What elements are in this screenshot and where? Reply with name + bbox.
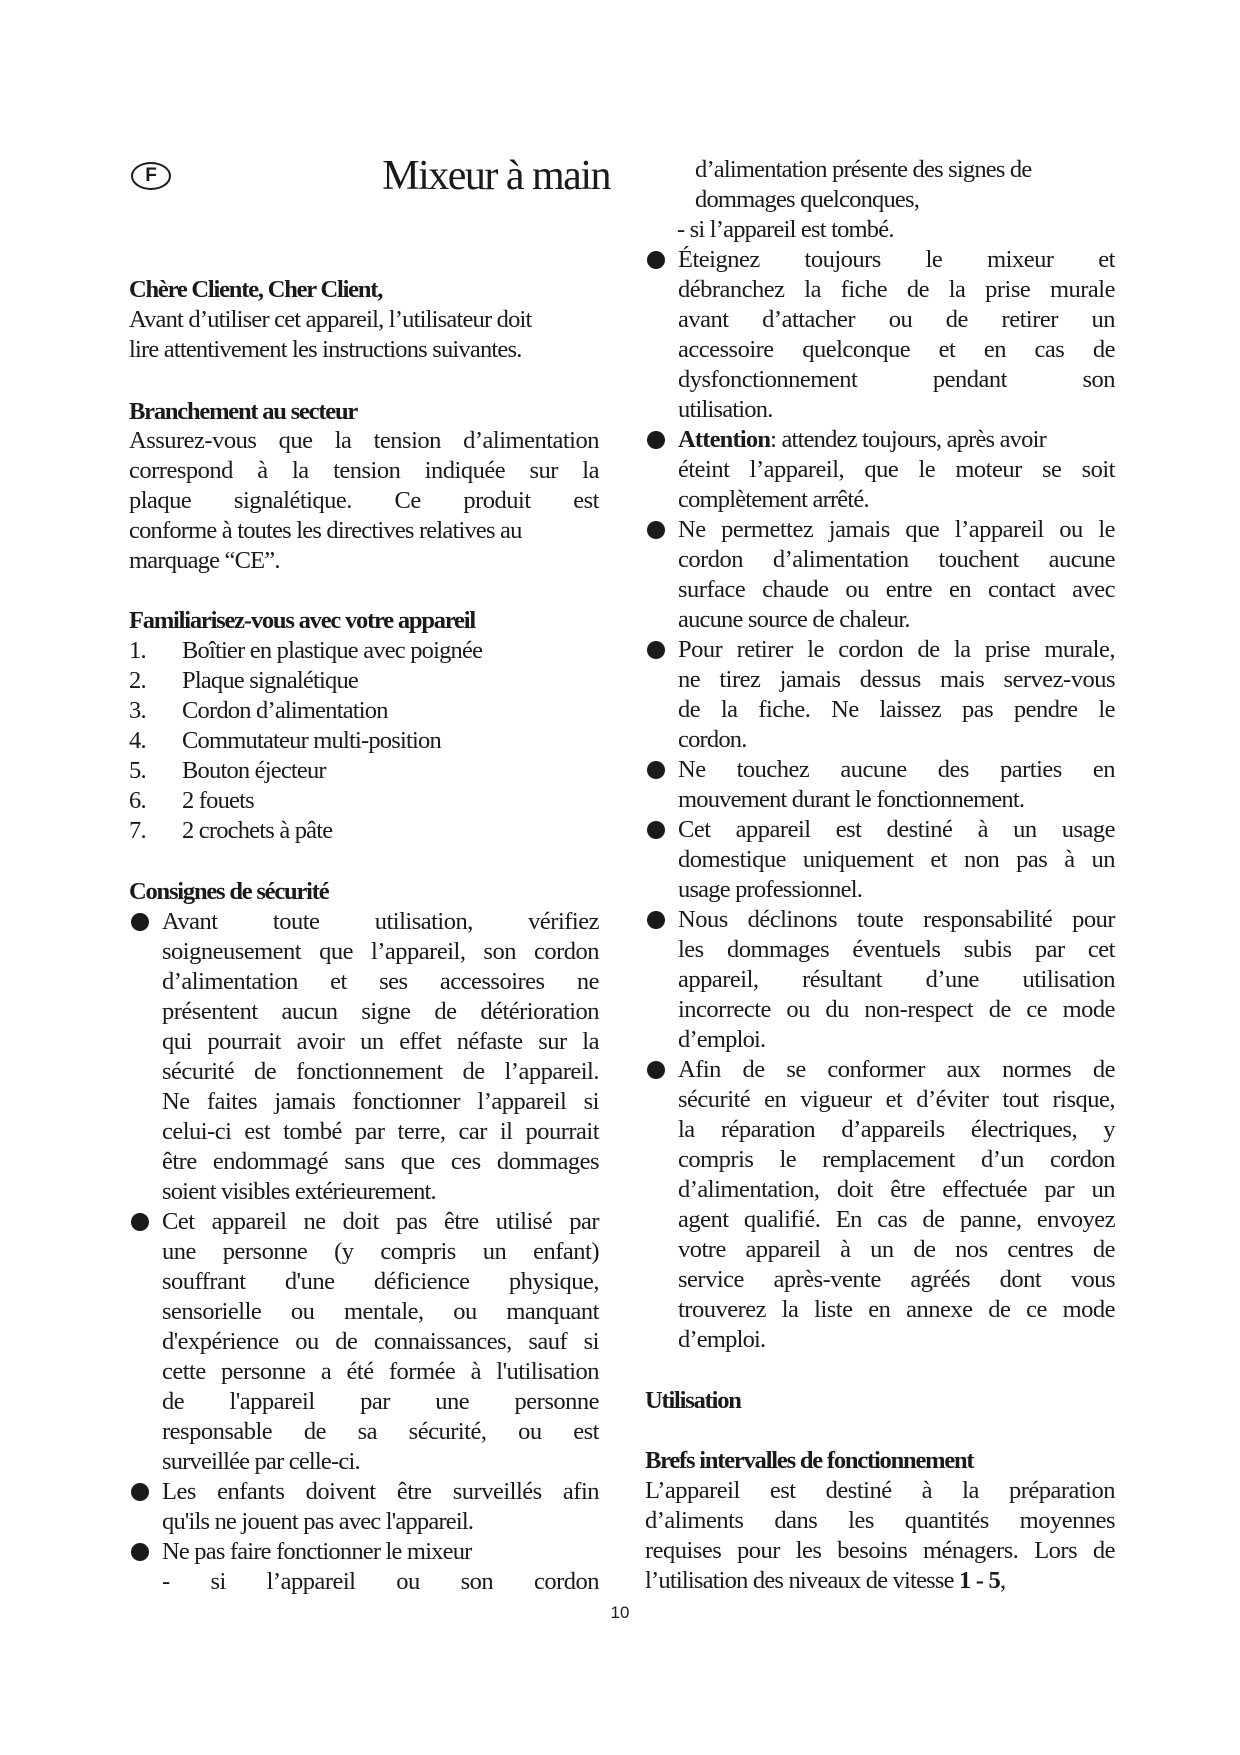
continued-line: dommages quelconques, (695, 186, 920, 213)
safety-text-line: d’emploi. (678, 1026, 766, 1053)
safety-text-line: d’emploi. (678, 1326, 766, 1353)
short-intervals-heading: Brefs intervalles de fonctionnement (645, 1447, 974, 1474)
safety-text-line: service après-vente agréés dont vous (678, 1266, 1115, 1293)
safety-text-line: Les enfants doivent être surveillés afin (162, 1478, 599, 1505)
safety-text-line: Nous déclinons toute responsabilité pour (678, 906, 1115, 933)
safety-text-line: utilisation. (678, 396, 773, 423)
safety-text-line: Ne permettez jamais que l’appareil ou le (678, 516, 1115, 543)
mains-text-line: conforme à toutes les directives relatives au (129, 517, 522, 544)
bullet-icon (647, 911, 665, 929)
safety-text-line: une personne (y compris un enfant) (162, 1238, 599, 1265)
mains-heading: Branchement au secteur (129, 398, 358, 425)
safety-text-line: débranchez la fiche de la prise murale (678, 276, 1115, 303)
safety-text-line: sécurité en vigueur et d’éviter tout risque, (678, 1086, 1115, 1113)
safety-text-line: votre appareil à un de nos centres de (678, 1236, 1115, 1263)
safety-text-line: Ne faites jamais fonctionner l’appareil si (162, 1088, 599, 1115)
body-line: L’appareil est destiné à la préparation (645, 1477, 1115, 1504)
safety-text-line: ne tirez jamais dessus mais servez-vous (678, 666, 1115, 693)
safety-text-line: les dommages éventuels subis par cet (678, 936, 1115, 963)
safety-text-line: cordon. (678, 726, 747, 753)
safety-text-line: - si l’appareil ou son cordon (162, 1568, 599, 1595)
safety-text-line: Ne pas faire fonctionner le mixeur (162, 1538, 472, 1565)
intro-line: Avant d’utiliser cet appareil, l’utilisateur doit (129, 306, 532, 333)
safety-heading: Consignes de sécurité (129, 878, 329, 905)
safety-text-line: sensorielle ou mentale, ou manquant (162, 1298, 599, 1325)
bullet-icon (647, 821, 665, 839)
safety-text-line: sécurité de fonctionnement de l’appareil. (162, 1058, 599, 1085)
safety-text-line: cordon d’alimentation touchent aucune (678, 546, 1115, 573)
safety-text-line: surface chaude ou entre en contact avec (678, 576, 1115, 603)
safety-text-line: Cet appareil ne doit pas être utilisé par (162, 1208, 599, 1235)
bullet-icon (131, 1483, 149, 1501)
mains-text-line: plaque signalétique. Ce produit est (129, 487, 599, 514)
safety-text-line: Ne touchez aucune des parties en (678, 756, 1115, 783)
mains-text-line: correspond à la tension indiquée sur la (129, 457, 599, 484)
safety-text-line: trouverez la liste en annexe de ce mode (678, 1296, 1115, 1323)
continued-line: - si l’appareil est tombé. (677, 216, 894, 243)
safety-text-line: appareil, résultant d’une utilisation (678, 966, 1115, 993)
safety-text-line: souffrant d'une déficience physique, (162, 1268, 599, 1295)
bullet-icon (131, 1543, 149, 1561)
safety-text-line: mouvement durant le fonctionnement. (678, 786, 1025, 813)
safety-text-line: être endommagé sans que ces dommages (162, 1148, 599, 1175)
safety-text-line: d’alimentation et ses accessoires ne (162, 968, 599, 995)
safety-text-line: surveillée par celle-ci. (162, 1448, 360, 1475)
bullet-icon (647, 431, 665, 449)
bullet-icon (131, 1213, 149, 1231)
safety-text-line: soient visibles extérieurement. (162, 1178, 436, 1205)
safety-text-line: Afin de se conformer aux normes de (678, 1056, 1115, 1083)
safety-text-line: présentent aucun signe de détérioration (162, 998, 599, 1025)
language-badge: F (131, 162, 171, 190)
safety-text-line: éteint l’appareil, que le moteur se soit (678, 456, 1115, 483)
intro-line: lire attentivement les instructions suivantes. (129, 336, 522, 363)
safety-text-line: Pour retirer le cordon de la prise murale, (678, 636, 1115, 663)
bullet-icon (647, 521, 665, 539)
body-line: requises pour les besoins ménagers. Lors de (645, 1537, 1115, 1564)
greeting: Chère Cliente, Cher Client, (129, 276, 383, 303)
safety-text-line: Avant toute utilisation, vérifiez (162, 908, 599, 935)
safety-text-line: Éteignez toujours le mixeur et (678, 246, 1115, 273)
safety-text-line: domestique uniquement et non pas à un (678, 846, 1115, 873)
body-line: d’aliments dans les quantités moyennes (645, 1507, 1115, 1534)
mains-text-line: marquage “CE”. (129, 547, 280, 574)
safety-text-line: qu'ils ne jouent pas avec l'appareil. (162, 1508, 474, 1535)
body-line: l’utilisation des niveaux de vitesse 1 - 5, (645, 1567, 1006, 1594)
continued-line: d’alimentation présente des signes de (695, 156, 1032, 183)
safety-text-line: celui-ci est tombé par terre, car il pourrait (162, 1118, 599, 1145)
safety-text-line: soigneusement que l’appareil, son cordon (162, 938, 599, 965)
bullet-icon (647, 761, 665, 779)
safety-text-line: d'expérience ou de connaissances, sauf si (162, 1328, 599, 1355)
safety-text-line: responsable de sa sécurité, ou est (162, 1418, 599, 1445)
safety-text-line: incorrecte ou du non-respect de ce mode (678, 996, 1115, 1023)
use-heading: Utilisation (645, 1387, 741, 1414)
safety-text-line: de l'appareil par une personne (162, 1388, 599, 1415)
safety-text-line: la réparation d’appareils électriques, y (678, 1116, 1115, 1143)
safety-text-line: cette personne a été formée à l'utilisation (162, 1358, 599, 1385)
safety-text-line: Cet appareil est destiné à un usage (678, 816, 1115, 843)
speed-range: 1 - 5 (959, 1567, 1000, 1594)
safety-text-line: usage professionnel. (678, 876, 863, 903)
safety-text-line: dysfonctionnement pendant son (678, 366, 1115, 393)
safety-text-line: de la fiche. Ne laissez pas pendre le (678, 696, 1115, 723)
page-title: Mixeur à main (382, 153, 610, 199)
parts-heading: Familiarisez-vous avec votre appareil (129, 607, 475, 634)
page-number: 10 (610, 1603, 630, 1622)
safety-text-line: Attention: attendez toujours, après avoir (678, 426, 1046, 453)
safety-text-line: agent qualifié. En cas de panne, envoyez (678, 1206, 1115, 1233)
bullet-icon (131, 913, 149, 931)
attention-label: Attention (678, 426, 771, 453)
safety-text-line: qui pourrait avoir un effet néfaste sur la (162, 1028, 599, 1055)
safety-text-line: complètement arrêté. (678, 486, 869, 513)
bullet-icon (647, 641, 665, 659)
safety-text-line: d’alimentation, doit être effectuée par un (678, 1176, 1115, 1203)
mains-text-line: Assurez-vous que la tension d’alimentation (129, 427, 599, 454)
safety-text-line: accessoire quelconque et en cas de (678, 336, 1115, 363)
safety-text-line: compris le remplacement d’un cordon (678, 1146, 1115, 1173)
bullet-icon (647, 251, 665, 269)
safety-text-line: aucune source de chaleur. (678, 606, 910, 633)
bullet-icon (647, 1061, 665, 1079)
safety-text-line: avant d’attacher ou de retirer un (678, 306, 1115, 333)
